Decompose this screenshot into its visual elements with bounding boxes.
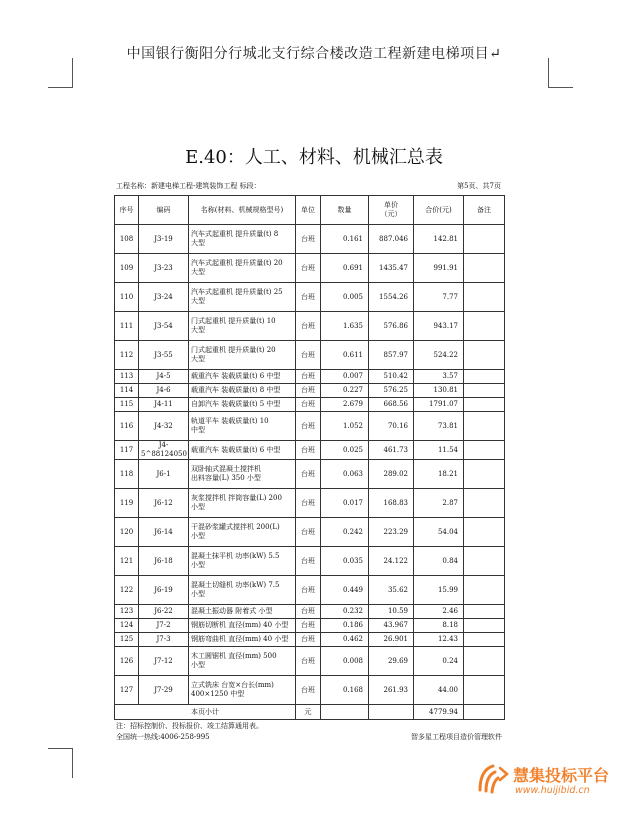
cell-total: 0.24 bbox=[414, 647, 464, 676]
crop-mark bbox=[72, 58, 73, 88]
cell-note bbox=[464, 676, 505, 705]
cell-note bbox=[464, 633, 505, 647]
cell-total: 15.99 bbox=[414, 576, 464, 605]
watermark-name: 慧集投标平台 bbox=[513, 766, 610, 785]
cell-unit: 台班 bbox=[296, 460, 321, 489]
cell-note bbox=[464, 312, 505, 341]
cell-qty: 0.462 bbox=[321, 633, 369, 647]
cell-name: 钢筋切断机 直径(mm) 40 小型 bbox=[189, 619, 296, 633]
cell-unit: 台班 bbox=[296, 518, 321, 547]
cell-name: 门式起重机 提升质量(t) 10 大型 bbox=[189, 312, 296, 341]
cell-unit: 台班 bbox=[296, 647, 321, 676]
cell-no: 108 bbox=[115, 225, 139, 254]
cell-note bbox=[464, 605, 505, 619]
table-row bbox=[115, 460, 505, 489]
cell-price: 223.29 bbox=[369, 518, 414, 547]
table-row bbox=[115, 605, 505, 619]
column-header: 名称(材料、机械规格型号) bbox=[189, 196, 296, 225]
table-row bbox=[115, 489, 505, 518]
cell-qty: 0.449 bbox=[321, 576, 369, 605]
table-row bbox=[115, 412, 505, 441]
cell-unit: 台班 bbox=[296, 254, 321, 283]
cell-qty: 0.007 bbox=[321, 370, 369, 384]
hotline: 全国统一热线:4006-258-995 bbox=[116, 733, 210, 741]
table-row bbox=[115, 312, 505, 341]
cell-note bbox=[464, 341, 505, 370]
cell-code: J6-22 bbox=[139, 605, 189, 619]
table-row bbox=[115, 398, 505, 412]
cell-name: 轨道平车 装载质量(t) 10 中型 bbox=[189, 412, 296, 441]
cell-no: 123 bbox=[115, 605, 139, 619]
cell-unit: 台班 bbox=[296, 547, 321, 576]
cell-code: J7-12 bbox=[139, 647, 189, 676]
cell-total: 2.46 bbox=[414, 605, 464, 619]
subtotal-row bbox=[115, 705, 505, 720]
cell-price: 576.25 bbox=[369, 384, 414, 398]
cell-name: 载重汽车 装载质量(t) 6 中型 bbox=[189, 370, 296, 384]
cell-name: 自卸汽车 装载质量(t) 5 中型 bbox=[189, 398, 296, 412]
cell-name: 双卧轴式混凝土搅拌机 出料容量(L) 350 小型 bbox=[189, 460, 296, 489]
cell-note bbox=[464, 412, 505, 441]
cell-name: 汽车式起重机 提升质量(t) 20 大型 bbox=[189, 254, 296, 283]
cell-qty bbox=[321, 705, 369, 720]
cell-code: J4-5 bbox=[139, 370, 189, 384]
cell-price: 24.122 bbox=[369, 547, 414, 576]
table-row bbox=[115, 341, 505, 370]
cell-price: 43.967 bbox=[369, 619, 414, 633]
table-row bbox=[115, 384, 505, 398]
cell-price: 461.73 bbox=[369, 441, 414, 460]
table-row bbox=[115, 283, 505, 312]
cell-note bbox=[464, 384, 505, 398]
cell-unit: 台班 bbox=[296, 370, 321, 384]
cell-note bbox=[464, 225, 505, 254]
project-name: 工程名称：新建电梯工程-建筑装饰工程 标段： bbox=[116, 182, 261, 190]
cell-name: 钢筋弯曲机 直径(mm) 40 小型 bbox=[189, 633, 296, 647]
table-row bbox=[115, 633, 505, 647]
cell-name: 木工圆锯机 直径(mm) 500 小型 bbox=[189, 647, 296, 676]
cell-price: 10.59 bbox=[369, 605, 414, 619]
cell-code: J6-19 bbox=[139, 576, 189, 605]
cell-price: 26.901 bbox=[369, 633, 414, 647]
cell-price: 1554.26 bbox=[369, 283, 414, 312]
cell-code: J4-11 bbox=[139, 398, 189, 412]
cell-no: 127 bbox=[115, 676, 139, 705]
cell-qty: 1.052 bbox=[321, 412, 369, 441]
cell-name: 汽车式起重机 提升质量(t) 25 大型 bbox=[189, 283, 296, 312]
table-row bbox=[115, 619, 505, 633]
table-row bbox=[115, 547, 505, 576]
column-header: 合价(元) bbox=[414, 196, 464, 225]
cell-qty: 0.025 bbox=[321, 441, 369, 460]
cell-code: J3-23 bbox=[139, 254, 189, 283]
column-header: 单位 bbox=[296, 196, 321, 225]
cell-no: 109 bbox=[115, 254, 139, 283]
cell-unit: 台班 bbox=[296, 489, 321, 518]
cell-name: 门式起重机 提升质量(t) 20 大型 bbox=[189, 341, 296, 370]
cell-price: 668.56 bbox=[369, 398, 414, 412]
cell-total: 130.81 bbox=[414, 384, 464, 398]
cell-total: 524.22 bbox=[414, 341, 464, 370]
cell-qty: 0.161 bbox=[321, 225, 369, 254]
cell-no: 125 bbox=[115, 633, 139, 647]
cell-code: J3-55 bbox=[139, 341, 189, 370]
cell-unit: 台班 bbox=[296, 312, 321, 341]
cell-name: 灰浆搅拌机 拌筒容量(L) 200 小型 bbox=[189, 489, 296, 518]
cell-code: J3-24 bbox=[139, 283, 189, 312]
brand-logo-icon bbox=[476, 760, 510, 798]
cell-qty: 0.168 bbox=[321, 676, 369, 705]
cell-qty: 0.035 bbox=[321, 547, 369, 576]
crop-mark bbox=[548, 87, 573, 88]
table-title: E.40：人工、材料、机械汇总表 bbox=[185, 147, 443, 168]
cell-code: J6-14 bbox=[139, 518, 189, 547]
cell-qty: 2.679 bbox=[321, 398, 369, 412]
cell-qty: 0.186 bbox=[321, 619, 369, 633]
cell-price: 510.42 bbox=[369, 370, 414, 384]
cell-name: 混凝土振动器 附着式 小型 bbox=[189, 605, 296, 619]
table-row bbox=[115, 647, 505, 676]
cell-no: 121 bbox=[115, 547, 139, 576]
cell-qty: 0.227 bbox=[321, 384, 369, 398]
cell-no: 124 bbox=[115, 619, 139, 633]
cell-total: 142.81 bbox=[414, 225, 464, 254]
cell-note bbox=[464, 647, 505, 676]
page-header: 中国银行衡阳分行城北支行综合楼改造工程新建电梯项目↵ bbox=[126, 46, 502, 62]
cell-price: 168.83 bbox=[369, 489, 414, 518]
cell-no: 114 bbox=[115, 384, 139, 398]
cell-no: 122 bbox=[115, 576, 139, 605]
cell-no: 113 bbox=[115, 370, 139, 384]
crop-mark bbox=[548, 58, 549, 88]
table-row bbox=[115, 576, 505, 605]
cell-name: 载重汽车 装载质量(t) 8 中型 bbox=[189, 384, 296, 398]
cell-no: 117 bbox=[115, 441, 139, 460]
column-header: 序号 bbox=[115, 196, 139, 225]
cell-no: 126 bbox=[115, 647, 139, 676]
cell-unit: 台班 bbox=[296, 283, 321, 312]
cell-no: 116 bbox=[115, 412, 139, 441]
cell-note bbox=[464, 370, 505, 384]
column-header: 数量 bbox=[321, 196, 369, 225]
cell-code: J6-12 bbox=[139, 489, 189, 518]
cell-qty: 0.008 bbox=[321, 647, 369, 676]
subtotal-total: 4779.94 bbox=[414, 705, 464, 720]
cell-note bbox=[464, 254, 505, 283]
cell-total: 73.81 bbox=[414, 412, 464, 441]
cell-qty: 0.005 bbox=[321, 283, 369, 312]
cell-no: 119 bbox=[115, 489, 139, 518]
cell-no: 115 bbox=[115, 398, 139, 412]
cell-unit: 台班 bbox=[296, 633, 321, 647]
cell-unit: 台班 bbox=[296, 619, 321, 633]
cell-price: 576.86 bbox=[369, 312, 414, 341]
cell-total: 0.84 bbox=[414, 547, 464, 576]
table-row bbox=[115, 676, 505, 705]
table-row bbox=[115, 370, 505, 384]
cell-no: 110 bbox=[115, 283, 139, 312]
cell-qty: 0.691 bbox=[321, 254, 369, 283]
cell-note bbox=[464, 576, 505, 605]
cell-code: J4-32 bbox=[139, 412, 189, 441]
cell-unit: 台班 bbox=[296, 412, 321, 441]
table-row bbox=[115, 225, 505, 254]
cell-code: J7-3 bbox=[139, 633, 189, 647]
cell-qty: 0.232 bbox=[321, 605, 369, 619]
table-row bbox=[115, 518, 505, 547]
cell-qty: 0.017 bbox=[321, 489, 369, 518]
table-header-row bbox=[115, 196, 505, 225]
cell-note bbox=[464, 441, 505, 460]
cell-note bbox=[464, 398, 505, 412]
cell-no: 120 bbox=[115, 518, 139, 547]
cell-price bbox=[369, 705, 414, 720]
watermark-url: www.huijibid.cn bbox=[515, 785, 590, 796]
cell-qty: 0.242 bbox=[321, 518, 369, 547]
cell-price: 887.046 bbox=[369, 225, 414, 254]
cell-code: J7-2 bbox=[139, 619, 189, 633]
cell-unit: 台班 bbox=[296, 341, 321, 370]
cell-price: 1435.47 bbox=[369, 254, 414, 283]
table-row bbox=[115, 254, 505, 283]
column-header: 备注 bbox=[464, 196, 505, 225]
cell-total: 18.21 bbox=[414, 460, 464, 489]
cell-no: 112 bbox=[115, 341, 139, 370]
column-header: 编码 bbox=[139, 196, 189, 225]
cell-code: J4-5^88124050 bbox=[139, 441, 189, 460]
cell-name: 混凝土切缝机 功率(kW) 7.5 小型 bbox=[189, 576, 296, 605]
cell-name: 载重汽车 装载质量(t) 6 中型 bbox=[189, 441, 296, 460]
column-header: 单价 （元） bbox=[369, 196, 414, 225]
cell-total: 11.54 bbox=[414, 441, 464, 460]
cell-total: 991.91 bbox=[414, 254, 464, 283]
footnote: 注：招标控制价、投标报价、竣工结算通用表。 bbox=[116, 722, 263, 730]
cell-unit: 台班 bbox=[296, 441, 321, 460]
cell-code: J3-19 bbox=[139, 225, 189, 254]
cell-total: 44.00 bbox=[414, 676, 464, 705]
cell-code: J7-29 bbox=[139, 676, 189, 705]
cell-total: 3.57 bbox=[414, 370, 464, 384]
cell-name: 立式铣床 台宽×台长(mm) 400×1250 中型 bbox=[189, 676, 296, 705]
cell-unit: 台班 bbox=[296, 398, 321, 412]
cell-price: 261.93 bbox=[369, 676, 414, 705]
cell-name: 干混砂浆罐式搅拌机 200(L) 小型 bbox=[189, 518, 296, 547]
cell-note bbox=[464, 547, 505, 576]
cell-total: 7.77 bbox=[414, 283, 464, 312]
cell-no: 111 bbox=[115, 312, 139, 341]
cell-note bbox=[464, 619, 505, 633]
page-info: 第5页、共7页 bbox=[457, 182, 501, 190]
crop-mark bbox=[72, 748, 73, 778]
cell-unit: 台班 bbox=[296, 605, 321, 619]
cell-price: 857.97 bbox=[369, 341, 414, 370]
cell-total: 54.04 bbox=[414, 518, 464, 547]
cell-code: J6-1 bbox=[139, 460, 189, 489]
cell-total: 8.18 bbox=[414, 619, 464, 633]
cell-code: J6-18 bbox=[139, 547, 189, 576]
cell-code: J4-6 bbox=[139, 384, 189, 398]
subtotal-unit: 元 bbox=[296, 705, 321, 720]
cell-total: 12.43 bbox=[414, 633, 464, 647]
cell-price: 35.62 bbox=[369, 576, 414, 605]
cell-unit: 台班 bbox=[296, 384, 321, 398]
cell-note bbox=[464, 705, 505, 720]
subtotal-label: 本页小计 bbox=[115, 705, 296, 720]
cell-unit: 台班 bbox=[296, 576, 321, 605]
crop-mark bbox=[48, 87, 73, 88]
table-row bbox=[115, 441, 505, 460]
cell-qty: 0.063 bbox=[321, 460, 369, 489]
cell-qty: 1.635 bbox=[321, 312, 369, 341]
cell-note bbox=[464, 489, 505, 518]
cell-note bbox=[464, 460, 505, 489]
cell-note bbox=[464, 518, 505, 547]
crop-mark bbox=[48, 748, 73, 749]
cell-unit: 台班 bbox=[296, 676, 321, 705]
cell-price: 29.69 bbox=[369, 647, 414, 676]
cell-price: 70.16 bbox=[369, 412, 414, 441]
summary-table bbox=[114, 195, 505, 720]
cell-total: 1791.07 bbox=[414, 398, 464, 412]
cell-no: 118 bbox=[115, 460, 139, 489]
cell-name: 汽车式起重机 提升质量(t) 8 大型 bbox=[189, 225, 296, 254]
cell-code: J3-54 bbox=[139, 312, 189, 341]
cell-total: 2.87 bbox=[414, 489, 464, 518]
software-name: 智多星工程项目造价管理软件 bbox=[411, 733, 502, 741]
cell-note bbox=[464, 283, 505, 312]
cell-qty: 0.611 bbox=[321, 341, 369, 370]
cell-total: 943.17 bbox=[414, 312, 464, 341]
cell-unit: 台班 bbox=[296, 225, 321, 254]
cell-price: 289.02 bbox=[369, 460, 414, 489]
cell-name: 混凝土抹平机 功率(kW) 5.5 小型 bbox=[189, 547, 296, 576]
